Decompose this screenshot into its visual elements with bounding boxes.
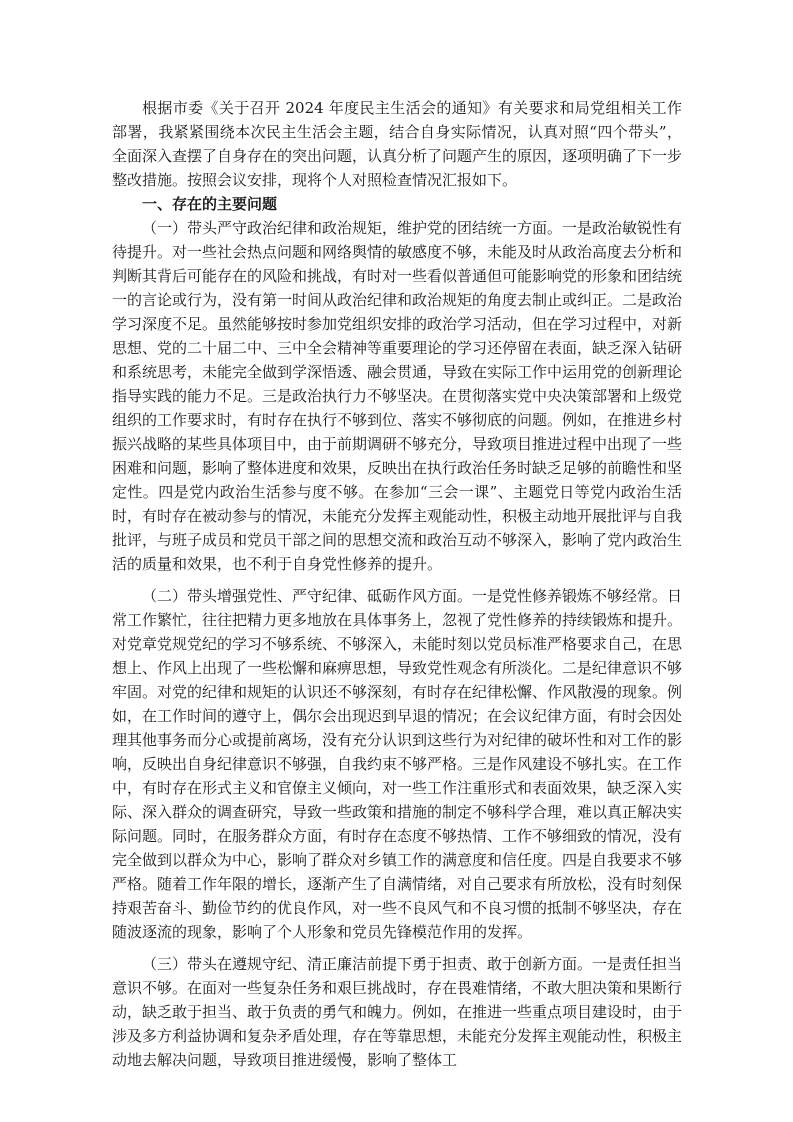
section-heading: 一、存在的主要问题 — [142, 195, 278, 213]
body-paragraph: （二）带头增强党性、严守纪律、砥砺作风方面。一是党性修养锻炼不够经常。日常工作繁忙，往往把精力更多地放在具体事务上，忽视了党性修养的持续锻炼和提升。对党章党规党纪的学习不够系统、不够深入，未能时刻以党员标准严格要求自己，在思想上、作风上出现了一些松懈和麻痹思想，导致党性观念有所淡化。二是纪律意识不够牢固。对党的纪律和规矩的认识还不够深刻，有时存在纪律松懈、作风散漫的现象。例如，在工作时间的遵守上，偶尔会出现迟到早退的情况；在会议纪律方面，有时会因处理其他事务而分心或提前离场，没有充分认识到这些行为对纪律的破坏性和对工作的影响，反映出自身纪律意识不够强，自我约束不够严格。三是作风建设不够扎实。在工作中，有时存在形式主义和官僚主义倾向，对一些工作注重形式和表面效果，缺乏深入实际、深入群众的调查研究，导致一些政策和措施的制定不够科学合理，难以真正解决实际问题。同时，在服务群众方面，有时存在态度不够热情、工作不够细致的情况，没有完全做到以群众为中心，影响了群众对乡镇工作的满意度和信任度。四是自我要求不够严格。随着工作年限的增长，逐渐产生了自满情绪，对自己要求有所放松，没有时刻保持艰苦奋斗、勤俭节约的优良作风，对一些不良风气和不良习惯的抵制不够坚决，存在随波逐流的现象，影响了个人形象和党员先锋模范作用的发挥。 — [112, 587, 683, 941]
intro-paragraph: 根据市委《关于召开 2024 年度民主生活会的通知》有关要求和局党组相关工作部署，我紧紧围绕本次民主生活会主题，结合自身实际情况，认真对照“四个带头”，全面深入查摆了自身存在的突出问题，认真分析了问题产生的原因，逐项明确了下一步整改措施。按照会议安排，现将个人对照检查情况汇报如下。 — [112, 99, 683, 189]
body-paragraph: （一）带头严守政治纪律和政治规矩，维护党的团结统一方面。一是政治敏锐性有待提升。对一些社会热点问题和网络舆情的敏感度不够，未能及时从政治高度去分析和判断其背后可能存在的风险和挑战，有时对一些看似普通但可能影响党的形象和团结统一的言论或行为，没有第一时间从政治纪律和政治规矩的角度去制止或纠正。二是政治学习深度不足。虽然能够按时参加党组织安排的政治学习活动，但在学习过程中，对新思想、党的二十届二中、三中全会精神等重要理论的学习还停留在表面，缺乏深入钻研和系统思考，未能完全做到学深悟透、融会贯通，导致在实际工作中运用党的创新理论指导实践的能力不足。三是政治执行力不够坚决。在贯彻落实党中央决策部署和上级党组织的工作要求时，有时存在执行不够到位、落实不够彻底的问题。例如，在推进乡村振兴战略的某些具体项目中，由于前期调研不够充分，导致项目推进过程中出现了一些困难和问题，影响了整体进度和效果，反映出在执行政治任务时缺乏足够的前瞻性和坚定性。四是党内政治生活参与度不够。在参加“三会一课”、主题党日等党内政治生活时，有时存在被动参与的情况，未能充分发挥主观能动性，积极主动地开展批评与自我批评，与班子成员和党员干部之间的思想交流和政治互动不够深入，影响了党内政治生活的质量和效果，也不利于自身党性修养的提升。 — [112, 219, 683, 573]
document-body — [112, 96, 682, 1072]
body-paragraph: （三）带头在遵规守纪、清正廉洁前提下勇于担责、敢于创新方面。一是责任担当意识不够。在面对一些复杂任务和艰巨挑战时，存在畏难情绪，不敢大胆决策和果断行动，缺乏敢于担当、敢于负责的勇气和魄力。例如，在推进一些重点项目建设时，由于涉及多方利益协调和复杂矛盾处理，存在等靠思想，未能充分发挥主观能动性，积极主动地去解决问题，导致项目推进缓慢，影响了整体工 — [112, 955, 683, 1069]
